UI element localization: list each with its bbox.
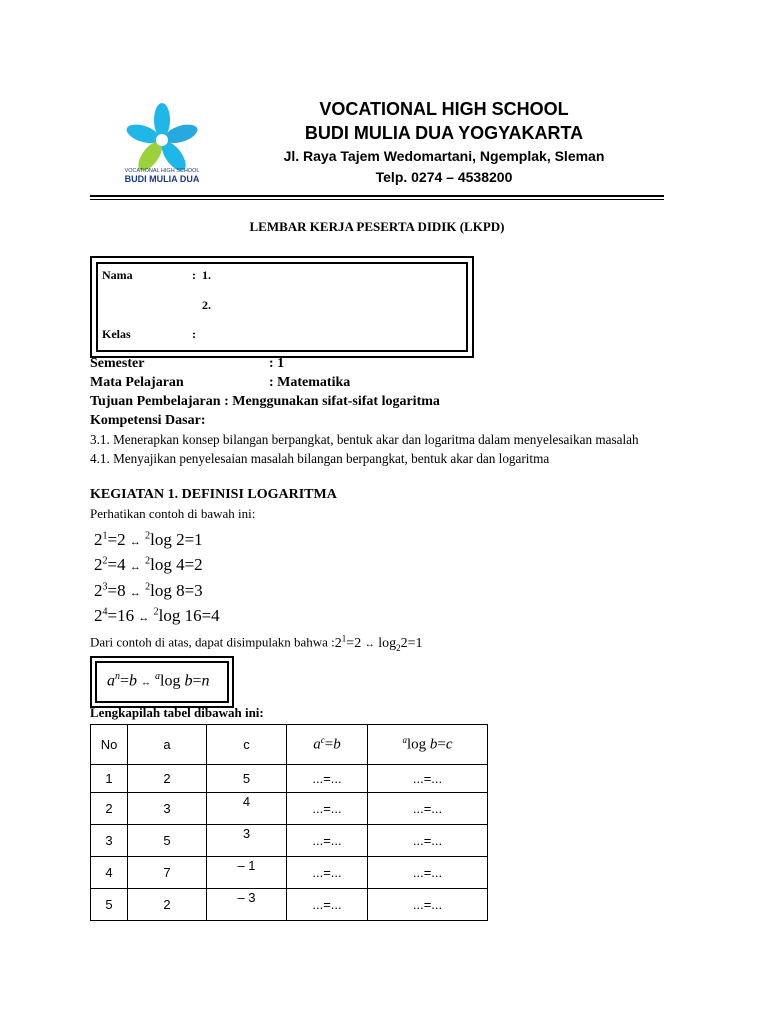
header-a: a [128, 725, 207, 765]
school-header-line2: BUDI MULIA DUA YOGYAKARTA [304, 123, 584, 143]
header-log-formula: $^a$log b=c [368, 725, 488, 765]
semester-value: : 1 [269, 356, 285, 371]
kelas-label: Kelas [102, 327, 131, 341]
definition-formula-box-inner [95, 661, 229, 703]
cell-c: 5 [207, 765, 287, 793]
cell-a: 3 [128, 793, 207, 825]
school-address: Jl. Raya Tajem Wedomartani, Ngemplak, Sleman [283, 148, 605, 164]
school-header-line1: VOCATIONAL HIGH SCHOOL [319, 99, 569, 119]
cell-log-answer[interactable]: ...=... [368, 793, 488, 825]
conclusion-text: Dari contoh di atas, dapat disimpulakn bahwa : [90, 634, 335, 650]
table-row [91, 889, 488, 921]
cell-power-answer[interactable]: ...=... [287, 765, 368, 793]
header-no: No [91, 725, 128, 765]
cell-a: 2 [128, 765, 207, 793]
cell-log-answer[interactable]: ...=... [368, 889, 488, 921]
cell-no: 1 [91, 765, 128, 793]
nama-entry-1[interactable]: 1. [202, 268, 211, 282]
logo-flower-icon [112, 100, 212, 190]
mapel-label: Mata Pelajaran [90, 375, 184, 390]
document-title: LEMBAR KERJA PESERTA DIDIK (LKPD) [249, 219, 505, 234]
header-rule-thick [90, 195, 664, 197]
cell-no: 5 [91, 889, 128, 921]
table-title: Lengkapilah tabel dibawah ini: [90, 705, 264, 720]
table-header-row [91, 725, 488, 765]
tujuan-value: : Menggunakan sifat-sifat logaritma [224, 394, 440, 409]
cell-no: 4 [91, 857, 128, 889]
cell-power-answer[interactable]: ...=... [287, 825, 368, 857]
cell-power-answer[interactable]: ...=... [287, 793, 368, 825]
nama-entry-2[interactable]: 2. [202, 298, 211, 312]
cell-power-answer[interactable]: ...=... [287, 857, 368, 889]
cell-log-answer[interactable]: ...=... [368, 857, 488, 889]
cell-a: 2 [128, 889, 207, 921]
kegiatan-title: KEGIATAN 1. DEFINISI LOGARITMA [90, 487, 337, 502]
table-row [91, 793, 488, 825]
school-logo [112, 100, 212, 190]
kelas-separator[interactable]: : [192, 327, 196, 341]
cell-a: 5 [128, 825, 207, 857]
header-rule-thin [90, 199, 664, 200]
cell-log-answer[interactable]: ...=... [368, 825, 488, 857]
identity-box-inner [96, 262, 468, 352]
example-row-3: $2^3=8$ ↔ $^2$log 8=3 [94, 581, 203, 600]
logo-name-text: BUDI MULIA DUA [124, 174, 200, 184]
kd-item-2: 4.1. Menyajikan penyelesaian masalah bilangan berpangkat, bentuk akar dan logaritma [90, 451, 550, 466]
table-row [91, 765, 488, 793]
header-power-formula: $a^c=b$ [287, 725, 368, 765]
mapel-value: : Matematika [269, 375, 351, 390]
example-row-2: $2^2=4$ ↔ $^2$log 4=2 [94, 555, 203, 574]
nama-separator: : [192, 268, 196, 282]
cell-no: 3 [91, 825, 128, 857]
nama-label: Nama [102, 268, 133, 282]
definition-formula: $a^n=b$ ↔ $^a$log b=n [107, 671, 210, 690]
worksheet-table [90, 724, 488, 921]
semester-label: Semester [90, 356, 145, 371]
conclusion-line [90, 633, 422, 652]
definition-formula-box [90, 656, 234, 708]
cell-log-answer[interactable]: ...=... [368, 765, 488, 793]
cell-c: 4 [207, 793, 287, 825]
kd-label: Kompetensi Dasar: [90, 413, 206, 428]
cell-power-answer[interactable]: ...=... [287, 889, 368, 921]
table-row [91, 825, 488, 857]
tujuan-line [90, 394, 440, 410]
example-row-4: $2^4=16$ ↔ $^2$log 16=4 [94, 606, 220, 625]
cell-c: 3 [207, 825, 287, 857]
tujuan-label: Tujuan Pembelajaran [90, 394, 221, 409]
kegiatan-intro: Perhatikan contoh di bawah ini: [90, 506, 256, 521]
kd-item-1: 3.1. Menerapkan konsep bilangan berpangkat, bentuk akar dan logaritma dalam menyelesaikan masalah [90, 432, 639, 447]
cell-c: – 1 [207, 857, 287, 889]
identity-box [90, 256, 474, 358]
header-c: c [207, 725, 287, 765]
cell-a: 7 [128, 857, 207, 889]
cell-no: 2 [91, 793, 128, 825]
example-row-1: $2^1=2$ ↔ $^2$log 2=1 [94, 530, 203, 549]
logo-small-text: VOCATIONAL HIGH SCHOOL [124, 168, 200, 174]
school-phone: Telp. 0274 – 4538200 [375, 169, 513, 185]
conclusion-math: $2^1=2$ ↔ $\log_22=1$ [334, 633, 423, 653]
table-row [91, 857, 488, 889]
cell-c: – 3 [207, 889, 287, 921]
